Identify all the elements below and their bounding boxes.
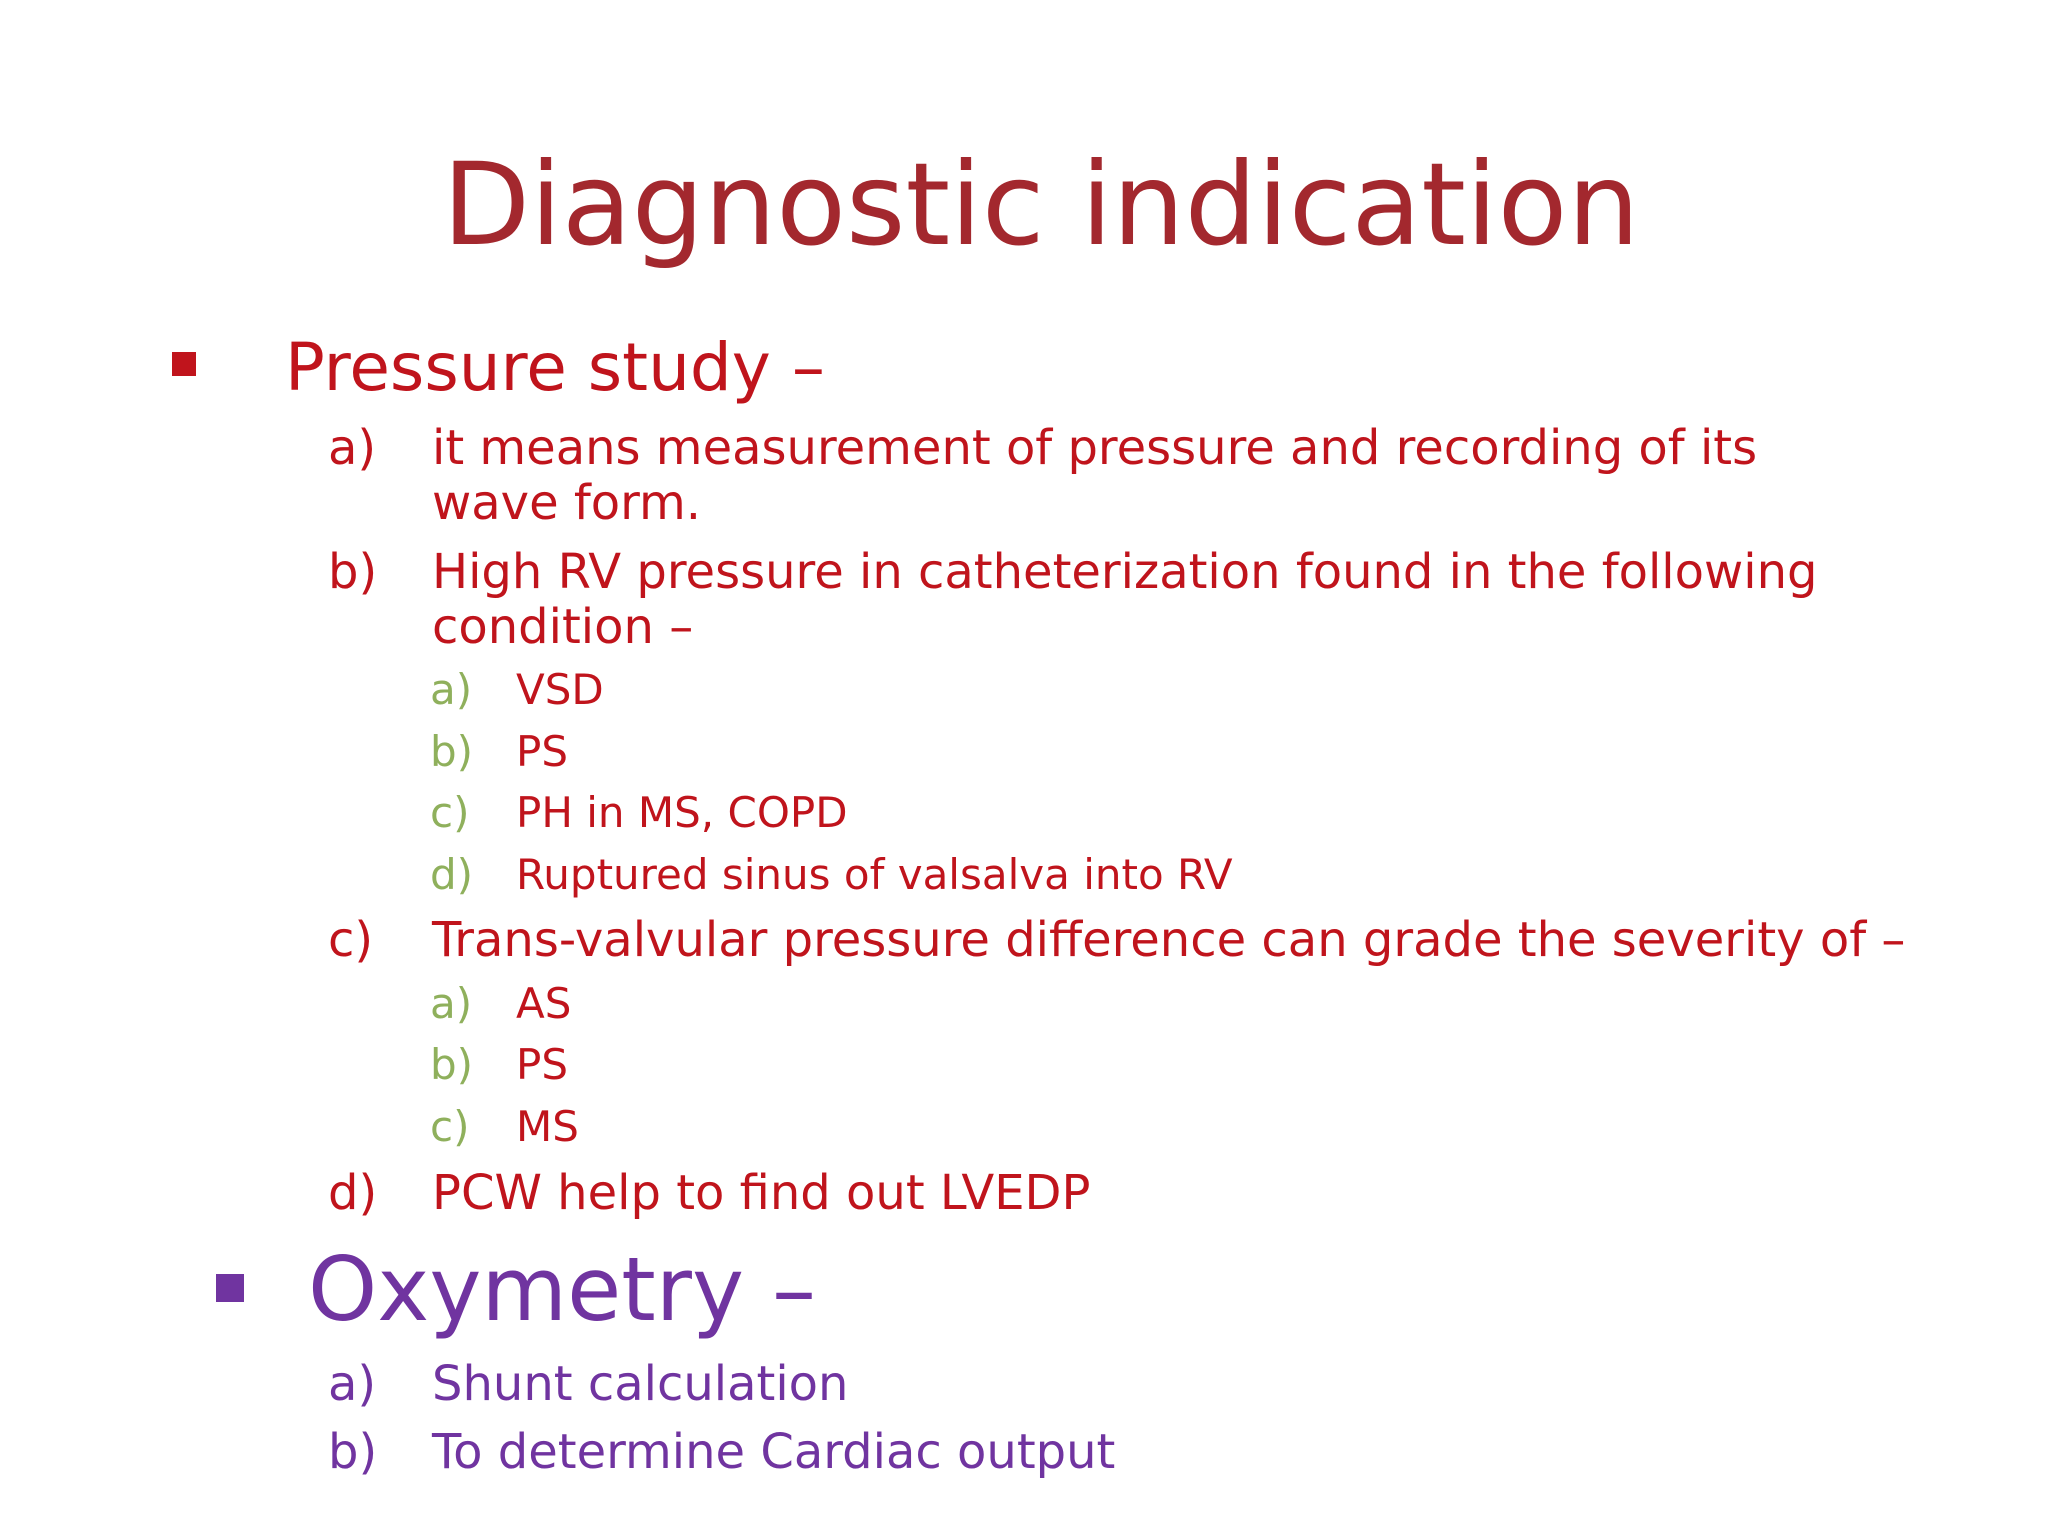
list-marker: a) [328,1356,377,1412]
slide-title: Diagnostic indication [442,138,1640,271]
list-marker: b) [328,544,378,600]
list-item-text: Trans-valvular pressure difference can grade the severity of – [432,912,1906,968]
list-item-text: Shunt calculation [432,1356,849,1412]
sublist-marker: a) [430,979,473,1028]
oxymetry-heading: Oxymetry – [308,1238,817,1341]
list-item-text: High RV pressure in catheterization found in the following condition – [432,544,1818,655]
list-item-text: PCW help to find out LVEDP [432,1165,1091,1221]
sublist-item-text: VSD [516,665,604,714]
sublist-marker: c) [430,1102,470,1151]
list-marker: b) [328,1424,378,1480]
list-marker: d) [328,1165,378,1221]
sublist-item-text: MS [516,1102,579,1151]
pressure-study-heading: Pressure study – [285,329,825,406]
list-marker: a) [328,420,377,476]
sublist-item-text: PS [516,727,568,776]
sublist-marker: a) [430,665,473,714]
bullet-square-icon [172,352,196,376]
sublist-marker: d) [430,850,474,899]
sublist-item-text: PS [516,1040,568,1089]
list-marker: c) [328,912,374,968]
sublist-marker: c) [430,788,470,837]
sublist-marker: b) [430,727,474,776]
list-item-text: To determine Cardiac output [432,1424,1116,1480]
sublist-item-text: AS [516,979,572,1028]
bullet-square-icon [216,1274,244,1302]
sublist-item-text: Ruptured sinus of valsalva into RV [516,850,1233,899]
sublist-marker: b) [430,1040,474,1089]
sublist-item-text: PH in MS, COPD [516,788,848,837]
list-item-text: it means measurement of pressure and recording of its wave form. [432,420,1758,531]
